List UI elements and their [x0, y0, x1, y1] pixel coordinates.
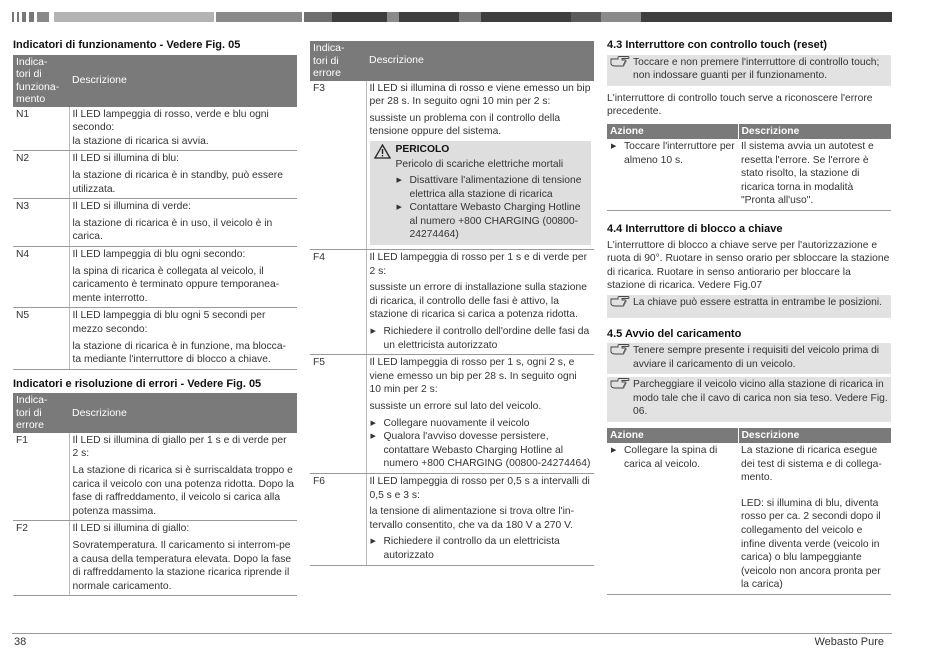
error-description	[366, 355, 594, 474]
table-row	[13, 107, 297, 151]
section-title-error-indicators: Indicatori e risoluzione di errori - Vedere Fig. 05	[13, 377, 262, 390]
table-row	[607, 139, 891, 210]
section-title-operation-indicators: Indicatori di funzionamento - Vedere Fig. 05	[13, 39, 241, 51]
note-box	[607, 55, 891, 86]
table-row	[13, 199, 297, 247]
table-header-row	[310, 41, 594, 81]
body-text: L'interruttore di blocco a chiave serve per l'autorizzazione e ruota di 90°. Ruotare in senso orario per sbloccare la stazione di ricarica. Ruotare in senso antiorario per bloccare la stazione di ricarica. Vedere Fig.07	[607, 239, 890, 292]
bullet-item: ▶ Contattare Webasto Charging Hotline al numero +800 CHARGING (00800-24274464)	[396, 201, 588, 242]
description-line: Il LED si illumina di giallo per 1 s e di verde per 2 s:	[72, 434, 287, 460]
header-indicator: Indica- tori di funziona- mento	[13, 55, 69, 107]
table-row	[13, 521, 297, 596]
indicator-description	[69, 246, 297, 307]
description-line: la stazione di ricarica è in standby, può essere utilizzata.	[72, 169, 283, 195]
description-line: Il LED lampeggia di rosso, verde e blu ogni secondo:	[72, 108, 269, 134]
error-indicators-table	[13, 393, 297, 596]
description-line: la tensione di alimentazione si trova oltre l'in-tervallo consentito, che va da 180 V a 270 V.	[369, 506, 575, 531]
note-text: Parcheggiare il veicolo vicino alla stazione di ricarica in modo tale che il cavo di carica non sia teso. Vedere Fig. 06.	[633, 379, 888, 418]
bullet-item: ▶ Collegare nuovamente il veicolo	[370, 417, 592, 431]
left-column	[13, 39, 297, 596]
right-column	[607, 39, 891, 595]
indicator-description	[69, 199, 297, 247]
table-row	[310, 81, 594, 250]
description-line: Il LED si illumina di blu:	[72, 153, 179, 165]
note-box	[607, 343, 891, 374]
description-line: Sovratemperatura. Il caricamento si interrom-pe a causa della temperatura elevata. Dopo la fase di raffreddamento la stazione ricarica riprende il normale caricamento.	[72, 539, 292, 592]
description-line: la spina di ricarica è collegata al veicolo, il caricamento è terminato oppure temporanea-mente interrotto.	[72, 265, 280, 304]
error-description	[366, 250, 594, 355]
description-line: Il LED si illumina di rosso e viene emesso un bip per 28 s. In seguito ogni 10 min per 2 s:	[369, 82, 591, 108]
note-text: La chiave può essere estratta in entrambe le posizioni.	[633, 296, 882, 308]
action-cell	[607, 443, 738, 594]
description-line: Il LED si illumina di giallo:	[72, 523, 190, 535]
header-description: Descrizione	[69, 393, 297, 433]
indicator-description	[69, 308, 297, 369]
description-line: Il LED lampeggia di rosso per 1 s e di verde per 2 s:	[369, 252, 587, 277]
description-line: LED: si illumina di blu, diventa rosso per ca. 2 secondi dopo il collegamento del veicolo e infine diventa verde (veicolo in carica) o blu lampeggiante (veicolo non ancora pronta per la carica)	[741, 497, 881, 591]
header-indicator: Indica- tori di errore	[310, 41, 366, 81]
action-text: ▶ Toccare l'interruttore per almeno 10 s.	[610, 140, 735, 167]
footer-divider	[12, 633, 892, 634]
touch-switch-action-table	[607, 124, 891, 211]
indicator-code: N3	[13, 199, 69, 247]
bullet-item: ▶ Disattivare l'alimentazione di tensione elettrica alla stazione di ricarica	[396, 174, 588, 201]
section-title-start-charging: 4.5 Avvio del caricamento	[607, 327, 742, 340]
header-description: Descrizione	[366, 41, 594, 81]
header-description: Descrizione	[738, 124, 891, 139]
header-description: Descrizione	[738, 428, 891, 443]
table-row	[13, 433, 297, 521]
error-code: F6	[310, 473, 366, 565]
table-header-row	[13, 393, 297, 433]
header-decoration-bar	[12, 12, 892, 22]
table-row	[13, 246, 297, 307]
description-line: La stazione di ricarica esegue dei test di sistema e di collega-mento.	[741, 445, 882, 484]
description-line: sussiste un errore sul lato del veicolo.	[369, 400, 542, 412]
body-text: L'interruttore di controllo touch serve a riconoscere l'errore precedente.	[607, 92, 873, 118]
table-row	[310, 250, 594, 355]
bullet-item: ▶ Qualora l'avviso dovesse persistere, contattare Webasto Charging Hotline al numero +800 CHARGING (00800-24274464)	[370, 430, 592, 471]
note-text: Tenere sempre presente i requisiti del veicolo prima di avviare il caricamento di un veicolo.	[633, 345, 880, 370]
description-line: Il LED lampeggia di blu ogni 5 secondi per mezzo secondo:	[72, 310, 266, 335]
table-header-row	[607, 428, 891, 443]
description-line: La stazione di ricarica si è surriscaldata troppo e carica il veicolo con una potenza ridotta. Dopo la fase di raffreddamento, il veicolo si carica alla potenza massima.	[72, 464, 295, 517]
error-code: F2	[13, 521, 69, 596]
description-line: Il LED lampeggia di rosso per 0,5 s a intervalli di 0,5 s e 3 s:	[369, 475, 590, 501]
header-description: Descrizione	[69, 55, 297, 107]
note-box	[607, 295, 891, 318]
danger-warning-box	[370, 141, 592, 245]
description-line: Il LED lampeggia di blu ogni secondo:	[72, 248, 246, 260]
indicator-code: N2	[13, 151, 69, 199]
description-line: Il LED lampeggia di rosso per 1 s, ogni 2 s, e viene emesso un bip per 28 s. In seguito ogni 10 min per 2 s:	[369, 357, 577, 396]
header-action: Azione	[607, 124, 738, 139]
description-cell: Il sistema avvia un autotest e resetta l'errore. Se l'errore è stato risolto, la stazione di ricarica torna in modalità "Pronta all'uso".	[738, 139, 891, 210]
note-box	[607, 377, 891, 422]
indicator-description	[69, 151, 297, 199]
table-row	[607, 443, 891, 594]
table-row	[310, 473, 594, 565]
description-line: la stazione di ricarica si avvia.	[72, 135, 209, 147]
indicator-description	[69, 107, 297, 151]
error-description	[69, 521, 297, 596]
error-code: F3	[310, 81, 366, 250]
pointing-hand-icon	[610, 343, 630, 356]
table-header-row	[607, 124, 891, 139]
section-title-key-switch: 4.4 Interruttore di blocco a chiave	[607, 222, 783, 235]
indicator-code: N5	[13, 308, 69, 369]
start-charging-action-table	[607, 428, 891, 595]
description-line: sussiste un problema con il controllo della tensione oppure del sistema.	[369, 112, 561, 138]
table-row	[13, 151, 297, 199]
indicator-code: N4	[13, 246, 69, 307]
note-text: Toccare e non premere l'interruttore di controllo touch; non indossare guanti per il funzionamento.	[633, 56, 880, 82]
error-description	[366, 81, 594, 250]
pointing-hand-icon	[610, 295, 630, 308]
danger-text: Pericolo di scariche elettriche mortali	[395, 159, 564, 171]
footer-brand: Webasto Pure	[814, 636, 884, 648]
error-code: F1	[13, 433, 69, 521]
header-indicator: Indica- tori di errore	[13, 393, 69, 433]
error-indicators-table-continued	[310, 41, 594, 566]
section-title-touch-switch: 4.3 Interruttore con controllo touch (reset)	[607, 39, 828, 51]
action-cell	[607, 139, 738, 210]
danger-title: PERICOLO	[395, 143, 450, 155]
action-text: ▶ Collegare la spina di carica al veicolo.	[610, 444, 735, 471]
indicator-code: N1	[13, 107, 69, 151]
page-number: 38	[14, 636, 27, 648]
middle-column	[310, 41, 594, 566]
pointing-hand-icon	[610, 55, 630, 68]
table-row	[13, 308, 297, 369]
description-cell	[738, 443, 891, 594]
error-description	[69, 433, 297, 521]
pointing-hand-icon	[610, 377, 630, 390]
operation-indicators-table	[13, 55, 297, 370]
table-header-row	[13, 55, 297, 107]
bullet-item: ▶ Richiedere il controllo da un elettricista autorizzato	[370, 535, 592, 562]
header-action: Azione	[607, 428, 738, 443]
warning-triangle-icon	[374, 144, 391, 159]
description-line: la stazione di ricarica è in funzione, ma blocca-ta mediante l'interruttore di blocco a chiave.	[72, 340, 286, 366]
error-code: F5	[310, 355, 366, 474]
description-line: sussiste un errore di installazione sulla stazione di ricarica, il controllo delle fasi è attivo, la stazione di ricarica si carica a potenza ridotta.	[369, 282, 587, 321]
bullet-item: ▶ Richiedere il controllo dell'ordine delle fasi da un elettricista autorizzato	[370, 325, 592, 352]
table-row	[310, 355, 594, 474]
error-description	[366, 473, 594, 565]
description-line: Il LED si illumina di verde:	[72, 201, 191, 213]
description-line: la stazione di ricarica è in uso, il veicolo è in carica.	[72, 217, 273, 243]
error-code: F4	[310, 250, 366, 355]
